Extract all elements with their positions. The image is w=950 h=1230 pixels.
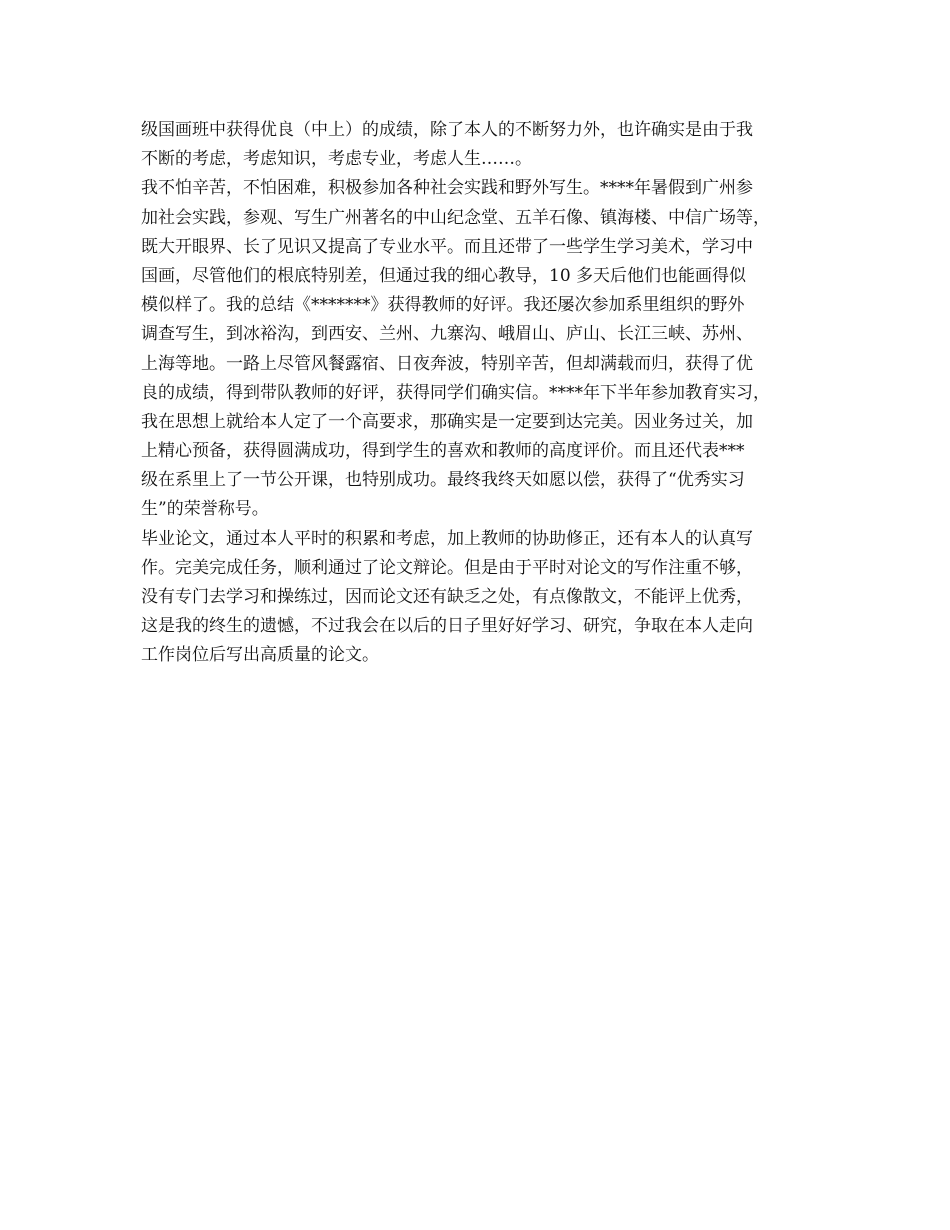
text-line: 加社会实践，参观、写生广州著名的中山纪念堂、五羊石像、镇海楼、中信广场等， <box>141 207 770 228</box>
text-line: 没有专门去学习和操练过，因而论文还有缺乏之处，有点像散文，不能评上优秀， <box>141 587 753 607</box>
text-line: 作。完美完成任务，顺利通过了论文辩论。但是由于平时对论文的写作注重不够， <box>141 557 753 578</box>
text-line: 我不怕辛苦，不怕困难，积极参加各种社会实践和野外写生。****年暑假到广州参 <box>141 178 753 199</box>
text-line: 既大开眼界、长了见识又提高了专业水平。而且还带了一些学生学习美术，学习中 <box>141 236 753 257</box>
text-line: 模似样了。我的总结《*******》获得教师的好评。我还屡次参加系里组织的野外 <box>141 295 745 316</box>
text-line: 良的成绩，得到带队教师的好评，获得同学们确实信。****年下半年参加教育实习， <box>141 382 770 403</box>
paragraph-3 <box>141 525 831 671</box>
text-line: 调查写生，到冰裕沟，到西安、兰州、九寨沟、峨眉山、庐山、长江三峡、苏州、 <box>141 324 753 345</box>
text-line: 上海等地。一路上尽管风餐露宿、日夜奔波，特别辛苦，但却满载而归，获得了优 <box>141 353 753 374</box>
text-line: 国画，尽管他们的根底特别差，但通过我的细心教导，10 多天后他们也能画得似 <box>141 265 747 286</box>
text-line: 这是我的终生的遗憾，不过我会在以后的日子里好好学习、研究，争取在本人走向 <box>141 616 753 637</box>
paragraph-1 <box>141 116 831 174</box>
document-body <box>141 116 831 671</box>
text-line: 级国画班中获得优良（中上）的成绩，除了本人的不断努力外，也许确实是由于我 <box>141 120 753 140</box>
text-line: 不断的考虑，考虑知识，考虑专业，考虑人生……。 <box>141 149 532 170</box>
text-line: 级在系里上了一节公开课，也特别成功。最终我终天如愿以偿，获得了“优秀实习 <box>141 470 745 491</box>
text-line: 毕业论文，通过本人平时的积累和考虑，加上教师的协助修正，还有本人的认真写 <box>141 528 753 549</box>
paragraph-2 <box>141 174 831 524</box>
text-line: 我在思想上就给本人定了一个高要求，那确实是一定要到达完美。因业务过关，加 <box>141 411 753 432</box>
text-line: 上精心预备，获得圆满成功，得到学生的喜欢和教师的高度评价。而且还代表*** <box>141 441 745 462</box>
text-line: 工作岗位后写出高质量的论文。 <box>141 645 379 666</box>
text-line: 生”的荣誉称号。 <box>141 499 269 520</box>
